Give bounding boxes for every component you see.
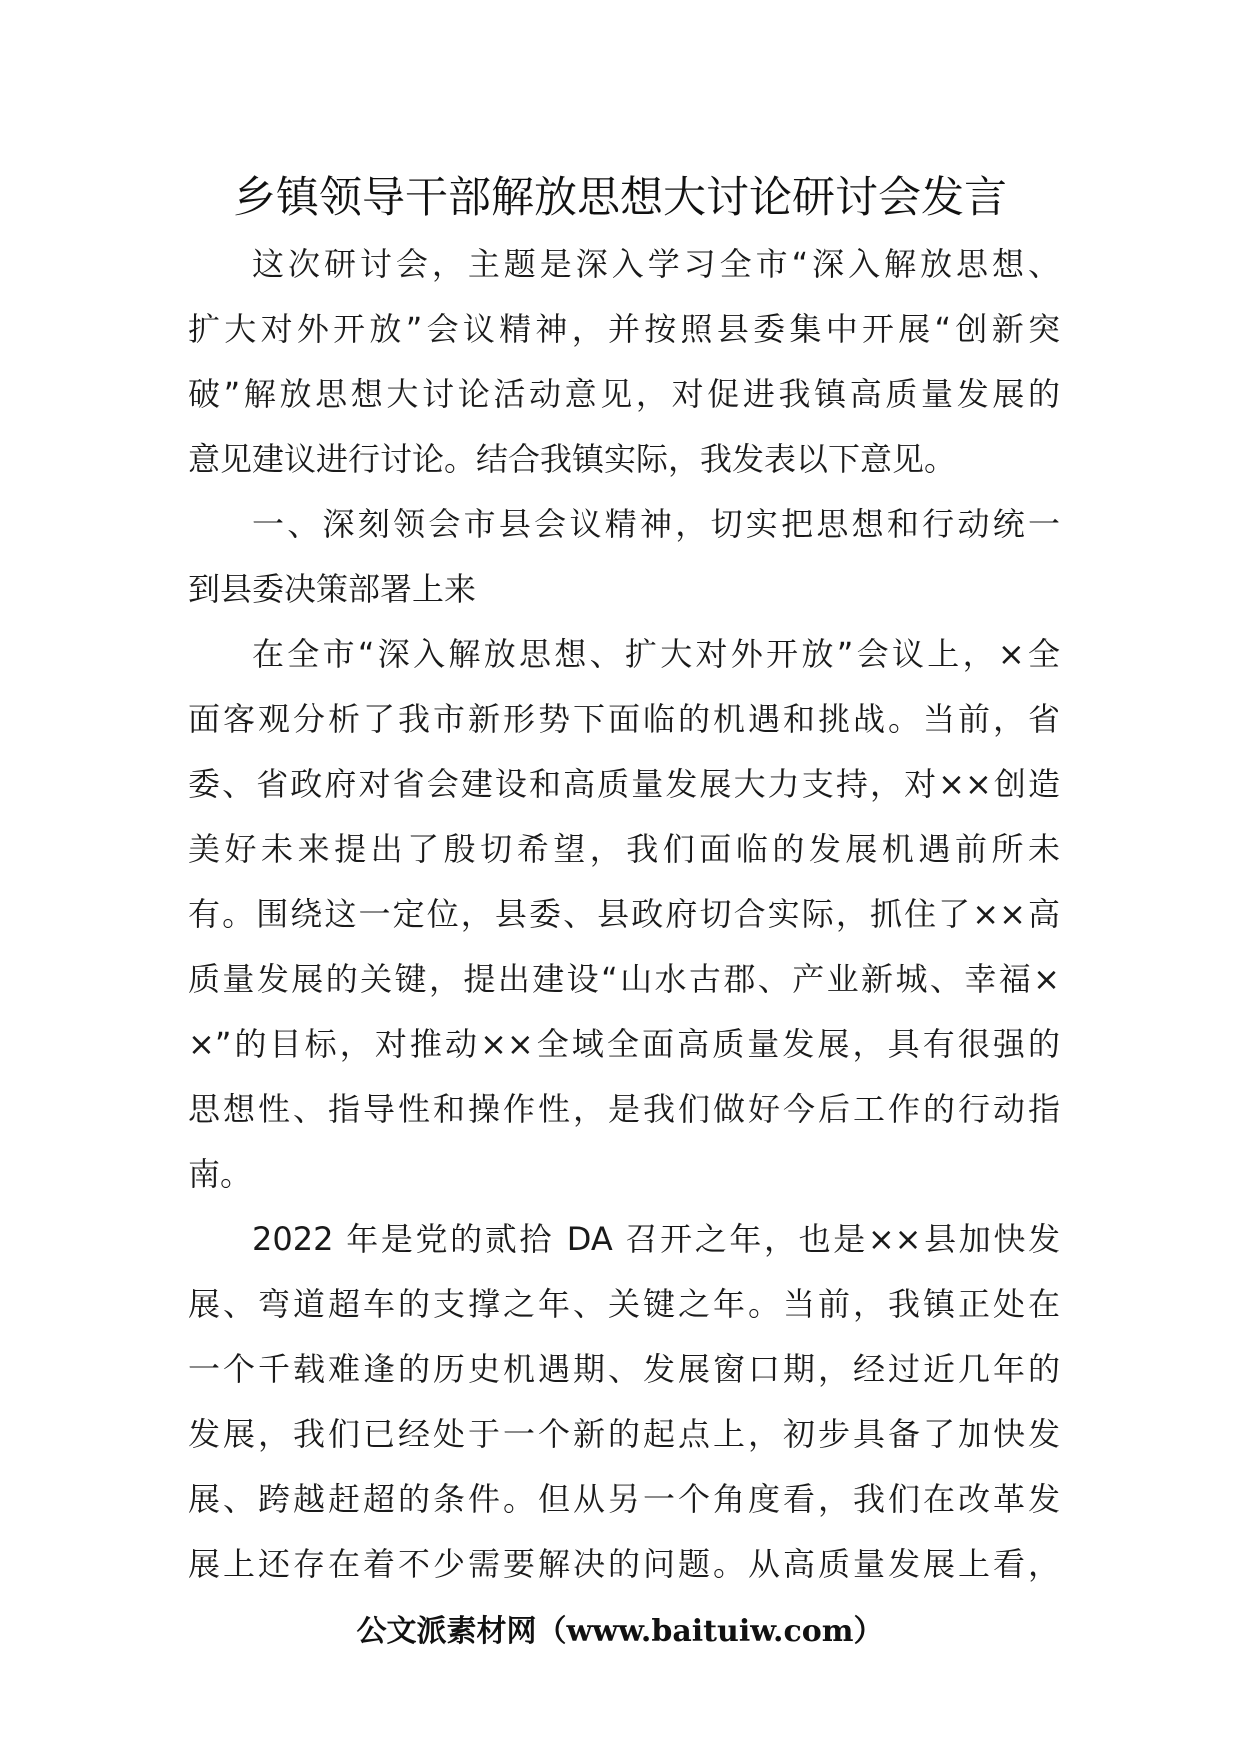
text-line: 到县委决策部署上来 bbox=[188, 570, 477, 608]
text-line: 美好未来提出了殷切希望，我们面临的发展机遇前所未 bbox=[188, 830, 1060, 868]
document-title: 乡镇领导干部解放思想大讨论研讨会发言 bbox=[233, 173, 1007, 223]
text-line: 质量发展的关键，提出建设“山水古郡、产业新城、幸福× bbox=[188, 960, 1060, 998]
text-line: 2022 年是党的贰拾 DA 召开之年，也是××县加快发 bbox=[252, 1220, 1060, 1258]
text-line: 展上还存在着不少需要解决的问题。从高质量发展上看， bbox=[188, 1545, 1060, 1583]
text-line: 这次研讨会，主题是深入学习全市“深入解放思想、 bbox=[252, 245, 1060, 283]
text-line: 展、弯道超车的支撑之年、关键之年。当前，我镇正处在 bbox=[188, 1285, 1060, 1323]
text-line: ×”的目标，对推动××全域全面高质量发展，具有很强的 bbox=[188, 1025, 1060, 1063]
text-line: 在全市“深入解放思想、扩大对外开放”会议上，×全 bbox=[252, 635, 1060, 673]
text-line: 南。 bbox=[188, 1155, 253, 1193]
page-footer-watermark: 公文派素材网（www.baituiw.com） bbox=[356, 1614, 884, 1649]
text-line: 发展，我们已经处于一个新的起点上，初步具备了加快发 bbox=[188, 1415, 1060, 1453]
text-line: 一个千载难逢的历史机遇期、发展窗口期，经过近几年的 bbox=[188, 1350, 1060, 1388]
text-line: 面客观分析了我市新形势下面临的机遇和挑战。当前，省 bbox=[188, 700, 1060, 738]
text-line: 展、跨越赶超的条件。但从另一个角度看，我们在改革发 bbox=[188, 1480, 1060, 1518]
text-line: 有。围绕这一定位，县委、县政府切合实际，抓住了××高 bbox=[188, 895, 1060, 933]
text-line: 扩大对外开放”会议精神，并按照县委集中开展“创新突 bbox=[188, 310, 1060, 348]
text-line: 思想性、指导性和操作性，是我们做好今后工作的行动指 bbox=[188, 1090, 1060, 1128]
text-line: 一、深刻领会市县会议精神，切实把思想和行动统一 bbox=[252, 505, 1060, 543]
text-line: 破”解放思想大讨论活动意见，对促进我镇高质量发展的 bbox=[188, 375, 1060, 413]
text-line: 意见建议进行讨论。结合我镇实际，我发表以下意见。 bbox=[188, 440, 957, 478]
text-line: 委、省政府对省会建设和高质量发展大力支持，对××创造 bbox=[188, 765, 1060, 803]
document-body bbox=[188, 232, 1060, 1597]
